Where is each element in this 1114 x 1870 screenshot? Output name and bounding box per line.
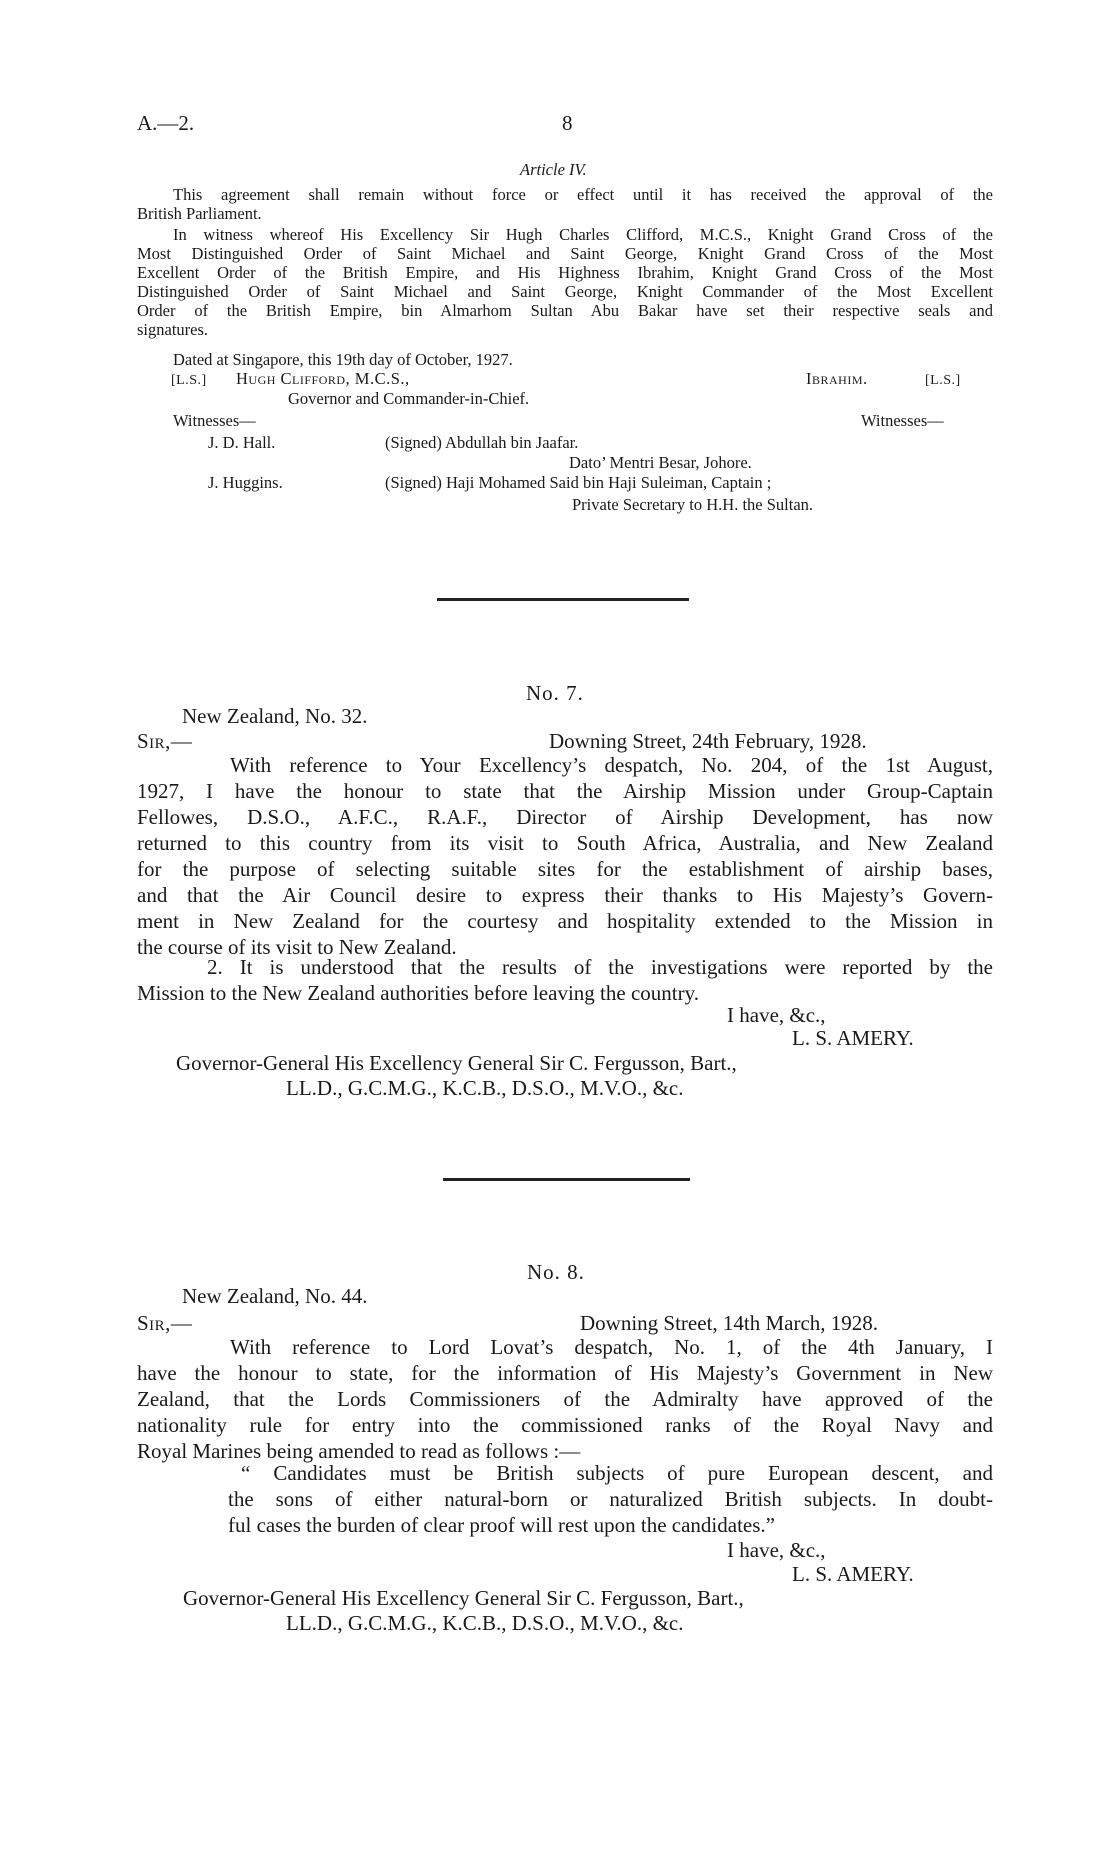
letter-7-signature: L. S. AMERY. xyxy=(792,1026,914,1050)
text-line: 1927, I have the honour to state that the Airship Mission under Group-Captain xyxy=(137,779,993,803)
section-divider xyxy=(437,598,689,601)
text-line: for the purpose of selecting suitable sites for the establishment of airship bases, xyxy=(137,857,993,881)
text-line: “ Candidates must be British subjects of pure European descent, and xyxy=(241,1461,993,1485)
signer-right: Ibrahim. xyxy=(806,369,868,388)
text-line: British Parliament. xyxy=(137,204,262,223)
article-paragraph-1 xyxy=(137,185,993,223)
dated-line: Dated at Singapore, this 19th day of October, 1927. xyxy=(173,350,513,369)
seal-right: [L.S.] xyxy=(925,373,961,388)
witness-2-title: Private Secretary to H.H. the Sultan. xyxy=(572,495,814,514)
article-heading: Article IV. xyxy=(520,160,587,179)
article-paragraph-2 xyxy=(137,225,993,339)
witnesses-right-label: Witnesses— xyxy=(861,411,944,430)
letter-8-closing: I have, &c., xyxy=(727,1538,826,1562)
letter-7-place-date: Downing Street, 24th February, 1928. xyxy=(549,729,867,753)
text-line: have the honour to state, for the information of His Majesty’s Government in New xyxy=(137,1361,993,1385)
witness-1-signed: (Signed) Abdullah bin Jaafar. xyxy=(385,433,579,452)
text-line: 2. It is understood that the results of the investigations were reported by the xyxy=(207,955,993,979)
letter-8-place-date: Downing Street, 14th March, 1928. xyxy=(580,1311,879,1335)
signer-left: Hugh Clifford, M.C.S., xyxy=(236,369,410,388)
letter-7-addressee-honours: LL.D., G.C.M.G., K.C.B., D.S.O., M.V.O., &c. xyxy=(286,1076,684,1100)
text-line: Order of the British Empire, bin Almarhom Sultan Abu Bakar have set their respective seals and xyxy=(137,301,993,320)
letter-7-salutation: Sir,— xyxy=(137,729,193,753)
letter-8-addressee-honours: LL.D., G.C.M.G., K.C.B., D.S.O., M.V.O., &c. xyxy=(286,1611,684,1635)
letter-8-signature: L. S. AMERY. xyxy=(792,1562,914,1586)
letter-7-reference: New Zealand, No. 32. xyxy=(182,704,368,728)
text-line: Zealand, that the Lords Commissioners of the Admiralty have approved of the xyxy=(137,1387,993,1411)
text-line: Royal Marines being amended to read as follows :— xyxy=(137,1439,581,1463)
letter-7-number: No. 7. xyxy=(526,681,584,705)
letter-7-paragraph-1 xyxy=(137,752,993,960)
letter-8-reference: New Zealand, No. 44. xyxy=(182,1284,368,1308)
witness-1: J. D. Hall. xyxy=(208,433,276,452)
text-line: Mission to the New Zealand authorities before leaving the country. xyxy=(137,981,699,1005)
signer-left-title: Governor and Commander-in-Chief. xyxy=(288,389,530,408)
text-line: nationality rule for entry into the commissioned ranks of the Royal Navy and xyxy=(137,1413,993,1437)
letter-8-addressee: Governor-General His Excellency General Sir C. Fergusson, Bart., xyxy=(183,1586,744,1610)
text-line: Most Distinguished Order of Saint Michael and Saint George, Knight Grand Cross of the Most xyxy=(137,244,993,263)
witness-2-signed: (Signed) Haji Mohamed Said bin Haji Suleiman, Captain ; xyxy=(385,473,772,492)
text-line: ful cases the burden of clear proof will rest upon the candidates.” xyxy=(228,1513,775,1537)
letter-7-closing: I have, &c., xyxy=(727,1003,826,1027)
text-line: With reference to Lord Lovat’s despatch, No. 1, of the 4th January, I xyxy=(230,1335,993,1359)
text-line: and that the Air Council desire to express their thanks to His Majesty’s Govern- xyxy=(137,883,993,907)
document-reference: A.—2. xyxy=(137,111,195,135)
text-line: the sons of either natural-born or naturalized British subjects. In doubt- xyxy=(228,1487,993,1511)
letter-8-number: No. 8. xyxy=(527,1260,585,1284)
text-line: Fellowes, D.S.O., A.F.C., R.A.F., Director of Airship Development, has now xyxy=(137,805,993,829)
letter-8-quote xyxy=(228,1460,993,1538)
letter-7-addressee: Governor-General His Excellency General Sir C. Fergusson, Bart., xyxy=(176,1051,737,1075)
text-line: Excellent Order of the British Empire, and His Highness Ibrahim, Knight Grand Cross of the Most xyxy=(137,263,993,282)
letter-7-paragraph-2 xyxy=(137,954,993,1006)
witness-2: J. Huggins. xyxy=(208,473,283,492)
seal-left: [L.S.] xyxy=(171,373,207,388)
text-line: In witness whereof His Excellency Sir Hugh Charles Clifford, M.C.S., Knight Grand Cross of the xyxy=(173,225,993,244)
text-line: signatures. xyxy=(137,320,209,339)
text-line: With reference to Your Excellency’s despatch, No. 204, of the 1st August, xyxy=(230,753,993,777)
letter-8-paragraph-1 xyxy=(137,1334,993,1464)
page-number: 8 xyxy=(562,111,573,135)
text-line: Distinguished Order of Saint Michael and Saint George, Knight Commander of the Most Excellent xyxy=(137,282,993,301)
text-line: the course of its visit to New Zealand. xyxy=(137,935,457,959)
text-line: ment in New Zealand for the courtesy and hospitality extended to the Mission in xyxy=(137,909,993,933)
witness-1-title: Dato’ Mentri Besar, Johore. xyxy=(569,453,752,472)
text-line: This agreement shall remain without force or effect until it has received the approval of the xyxy=(173,185,993,204)
letter-8-salutation: Sir,— xyxy=(137,1311,193,1335)
text-line: returned to this country from its visit to South Africa, Australia, and New Zealand xyxy=(137,831,993,855)
section-divider xyxy=(443,1178,690,1181)
witnesses-left-label: Witnesses— xyxy=(173,411,256,430)
